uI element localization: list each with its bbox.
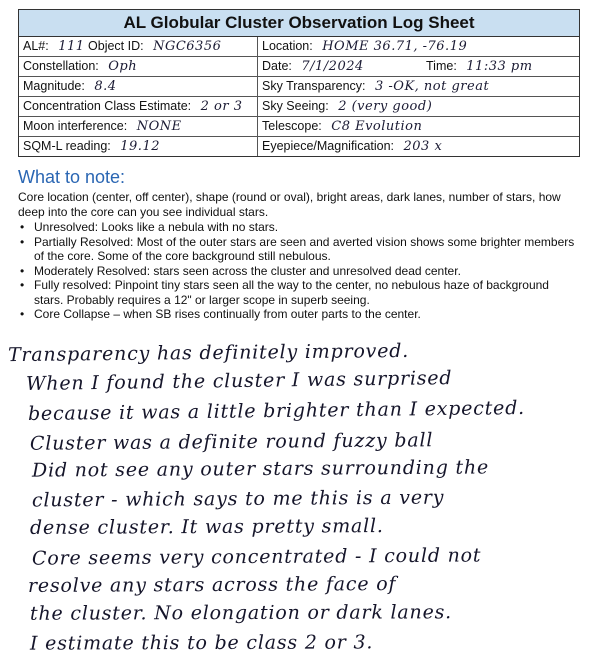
classification-list [18,220,578,322]
transparency-cell [258,77,579,96]
telescope-label: Telescope: [262,119,322,133]
location-cell [258,37,579,56]
object-id-value[interactable]: NGC6356 [153,39,222,54]
al-label: AL#: [23,39,49,53]
location-label: Location: [262,39,313,53]
sqm-label: SQM-L reading: [23,139,111,153]
form-row-6 [19,137,579,156]
form-row-4 [19,97,579,117]
what-to-note-heading: What to note: [18,167,126,187]
form-row-3 [19,77,579,97]
note-line: Cluster was a definite round fuzzy ball [29,429,434,455]
note-line: resolve any stars across the face of [27,573,397,597]
date-time-cell [258,57,579,76]
constellation-label: Constellation: [23,59,99,73]
list-item: • Moderately Resolved: stars seen across the cluster and unresolved dead center. [18,264,578,279]
note-line: I estimate this to be class 2 or 3. [29,631,374,655]
concentration-label: Concentration Class Estimate: [23,99,192,113]
time-value[interactable]: 11:33 pm [466,59,533,74]
time-label: Time: [426,59,457,73]
list-item: • Core Collapse – when SB rises continually from outer parts to the center. [18,307,578,322]
list-item: • Fully resolved: Pinpoint tiny stars seen all the way to the center, no nebulous haze of background stars. Probably requires a 12" or larger scope in superb seeing. [18,278,578,307]
note-line: cluster - which says to me this is a very [31,486,445,512]
al-value[interactable]: 111 [58,39,85,54]
form-row-5 [19,117,579,137]
seeing-label: Sky Seeing: [262,99,329,113]
magnitude-value[interactable]: 8.4 [94,79,117,94]
magnitude-cell [19,77,258,96]
moon-cell [19,117,258,136]
form-row-1 [19,37,579,57]
date-value[interactable]: 7/1/2024 [301,59,364,74]
location-value[interactable]: HOME 36.71, -76.19 [322,39,468,54]
al-object-cell [19,37,258,56]
constellation-cell [19,57,258,76]
note-line: Did not see any outer stars surrounding the [31,456,490,482]
object-id-label: Object ID: [88,39,144,53]
time-group [426,57,533,76]
moon-value[interactable]: NONE [136,119,182,134]
seeing-value[interactable]: 2 (very good) [338,99,433,114]
eyepiece-cell [258,137,579,156]
date-label: Date: [262,59,292,73]
eyepiece-value[interactable]: 203 x [403,139,443,154]
note-line: When I found the cluster I was surprised [25,367,453,395]
form-row-2 [19,57,579,77]
sheet-title: AL Globular Cluster Observation Log Sheet [19,10,579,37]
seeing-cell [258,97,579,116]
moon-label: Moon interference: [23,119,128,133]
sqm-cell [19,137,258,156]
magnitude-label: Magnitude: [23,79,85,93]
concentration-cell [19,97,258,116]
telescope-value[interactable]: C8 Evolution [331,119,423,134]
note-line: Transparency has definitely improved. [7,339,410,367]
transparency-value[interactable]: 3 -OK, not great [375,79,490,94]
sqm-value[interactable]: 19.12 [120,139,160,154]
list-item: • Unresolved: Looks like a nebula with no stars. [18,220,578,235]
list-item: • Partially Resolved: Most of the outer stars are seen and averted vision shows some brighter members of the core. Some of the core background still nebulous. [18,235,578,264]
constellation-value[interactable]: Oph [108,59,138,74]
handwritten-notes[interactable] [0,340,599,671]
eyepiece-label: Eyepiece/Magnification: [262,139,395,153]
concentration-value[interactable]: 2 or 3 [200,99,243,114]
transparency-label: Sky Transparency: [262,79,366,93]
note-line: dense cluster. It was pretty small. [29,515,384,539]
note-line: Core seems very concentrated - I could not [31,544,482,570]
telescope-cell [258,117,579,136]
note-line: the cluster. No elongation or dark lanes. [29,601,453,625]
log-sheet-form [18,9,580,157]
note-line: because it was a little brighter than I expected. [27,396,526,426]
what-to-note-intro: Core location (center, off center), shape (round or oval), bright areas, dark lanes, number of stars, how deep into the core can you see individual stars. [18,190,561,219]
